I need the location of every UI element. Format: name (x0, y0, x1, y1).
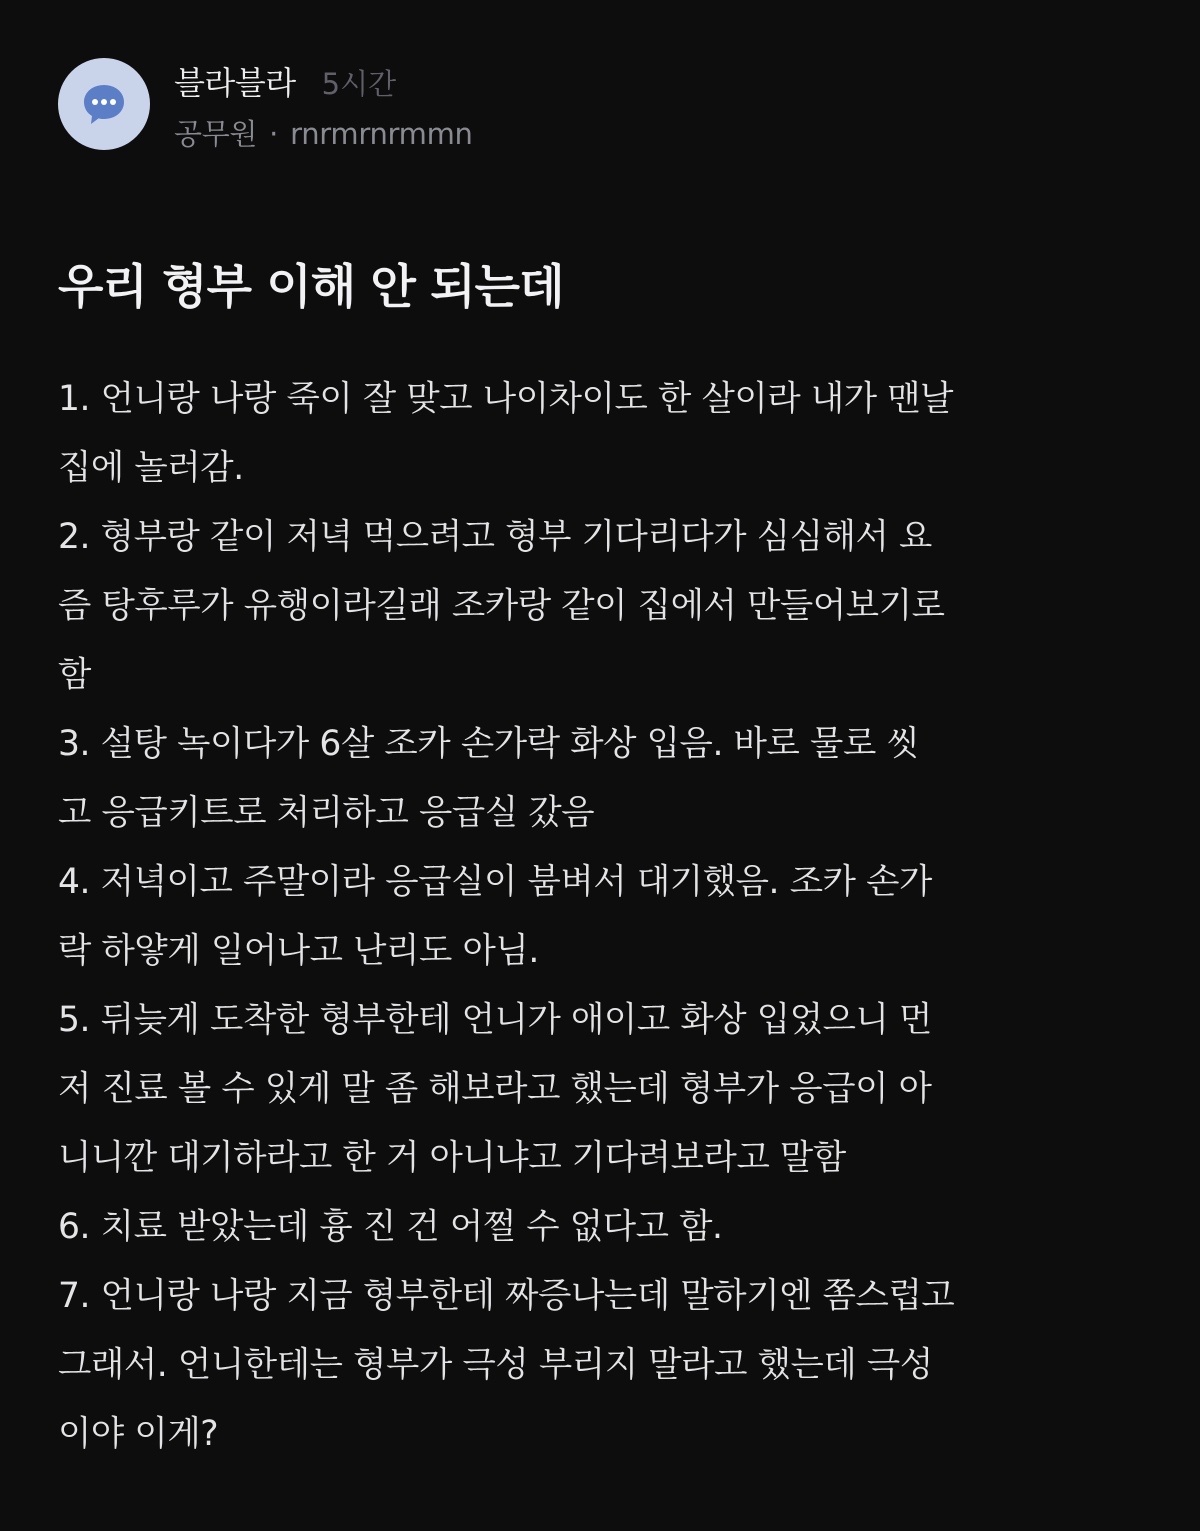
body-line: 즘 탕후루가 유행이라길래 조카랑 같이 집에서 만들어보기로 (58, 586, 945, 626)
post-meta (174, 58, 473, 153)
username: rnrmrnrmmn (290, 117, 473, 151)
body-line: 1. 언니랑 나랑 죽이 잘 맞고 나이차이도 한 살이라 내가 맨날 (58, 379, 954, 419)
body-line: 이야 이게? (58, 1414, 219, 1454)
body-line: 3. 설탕 녹이다가 6살 조카 손가락 화상 입음. 바로 물로 씻 (58, 724, 920, 764)
body-line: 함 (58, 655, 91, 695)
author-row (174, 58, 473, 102)
body-line: 5. 뒤늦게 도착한 형부한테 언니가 애이고 화상 입었으니 먼 (58, 1000, 932, 1040)
post-header (58, 58, 473, 153)
body-line: 집에 놀러감. (58, 448, 244, 488)
company-name[interactable]: 공무원 (174, 117, 258, 151)
body-line: 7. 언니랑 나랑 지금 형부한테 짜증나는데 말하기엔 쫌스럽고 (58, 1276, 955, 1316)
body-line: 저 진료 볼 수 있게 말 좀 해보라고 했는데 형부가 응급이 아 (58, 1069, 932, 1109)
separator-dot: · (269, 117, 279, 151)
chat-bubble-icon (79, 79, 129, 129)
body-line: 고 응급키트로 처리하고 응급실 갔음 (58, 793, 595, 833)
body-line: 6. 치료 받았는데 흉 진 건 어쩔 수 없다고 함. (58, 1207, 723, 1247)
body-line: 그래서. 언니한테는 형부가 극성 부리지 말라고 했는데 극성 (58, 1345, 933, 1385)
author-name[interactable]: 블라블라 (174, 64, 296, 102)
post-body (58, 365, 1148, 1469)
body-line: 락 하얗게 일어나고 난리도 아님. (58, 931, 539, 971)
avatar[interactable] (58, 58, 150, 150)
post-time: 5시간 (321, 67, 397, 101)
body-line: 2. 형부랑 같이 저녁 먹으려고 형부 기다리다가 심심해서 요 (58, 517, 932, 557)
author-info (174, 112, 473, 153)
post-title: 우리 형부 이해 안 되는데 (58, 260, 564, 315)
body-line: 니니깐 대기하라고 한 거 아니냐고 기다려보라고 말함 (58, 1138, 846, 1178)
body-line: 4. 저녁이고 주말이라 응급실이 붐벼서 대기했음. 조카 손가 (58, 862, 932, 902)
